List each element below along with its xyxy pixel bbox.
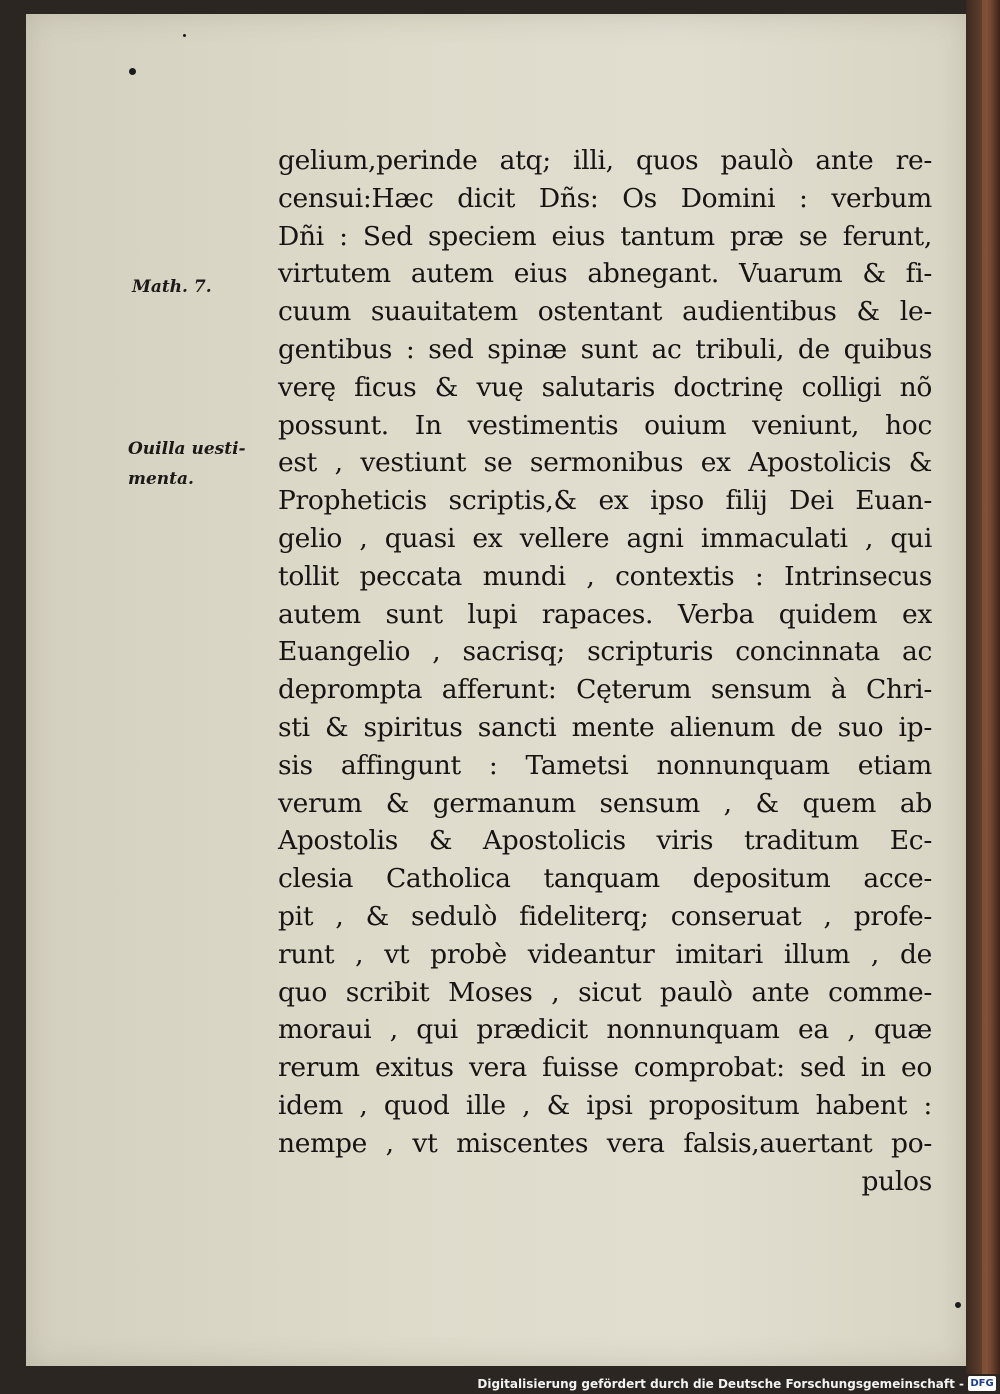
text-line: censui:Hæc dicit Dñs: Os Domini : verbum [278,182,932,214]
text-line: cuum suauitatem ostentant audientibus & le- [278,296,932,328]
marginal-note-ouilla-line1: Ouilla uesti- [128,439,246,459]
marginal-note-math: Math. 7. [132,277,212,297]
text-line: pit , & sedulò fideliterq; conseruat , profe- [278,900,932,932]
text-line: verę ficus & vuę salutaris doctrinę colligi nõ [278,371,932,403]
text-line: possunt. In vestimentis ouium veniunt, hoc [278,409,932,441]
text-line: idem , quod ille , & ipsi propositum habent : [278,1089,932,1121]
text-line: Dñi : Sed speciem eius tantum præ se ferunt, [278,220,932,252]
text-line: quo scribit Moses , sicut paulò ante comme- [278,976,932,1008]
text-line: tollit peccata mundi , contextis : Intrinsecus [278,560,932,592]
spine-edge [982,0,988,1394]
text-line: moraui , qui prædicit nonnunquam ea , quæ [278,1014,932,1046]
catchword: pulos [861,1165,932,1197]
text-line: Apostolis & Apostolicis viris traditum Ec- [278,825,932,857]
dfg-logo[interactable]: DFG [968,1376,996,1391]
text-line: verum & germanum sensum , & quem ab [278,787,932,819]
text-line: virtutem autem eius abnegant. Vuarum & fi- [278,258,932,290]
text-line: gelio , quasi ex vellere agni immaculati , qui [278,522,932,554]
text-line: Euangelio , sacrisq; scripturis concinnata ac [278,636,932,668]
text-line: rerum exitus vera fuisse comprobat: sed in eo [278,1052,932,1084]
text-line: nempe , vt miscentes vera falsis,auertant po- [278,1127,932,1159]
ink-speck [183,34,186,37]
text-line: sis affingunt : Tametsi nonnunquam etiam [278,749,932,781]
text-line: est , vestiunt se sermonibus ex Apostolicis & [278,447,932,479]
text-line: gentibus : sed spinæ sunt ac tribuli, de quibus [278,333,932,365]
body-text [278,142,932,1200]
text-line: sti & spiritus sancti mente alienum de suo ip- [278,711,932,743]
text-line: autem sunt lupi rapaces. Verba quidem ex [278,598,932,630]
text-line: clesia Catholica tanquam depositum acce- [278,863,932,895]
ink-dot [129,68,136,75]
text-line: deprompta afferunt: Cęterum sensum à Chri- [278,674,932,706]
ink-dot [955,1302,961,1308]
text-line: runt , vt probè videantur imitari illum , de [278,938,932,970]
digitization-credit: Digitalisierung gefördert durch die Deutsche Forschungsgemeinschaft - [477,1377,964,1391]
marginal-note-ouilla-line2: menta. [128,469,194,489]
text-line: Propheticis scriptis,& ex ipso filij Dei Euan- [278,485,932,517]
text-line: gelium,perinde atq; illi, quos paulò ante re- [278,145,932,176]
